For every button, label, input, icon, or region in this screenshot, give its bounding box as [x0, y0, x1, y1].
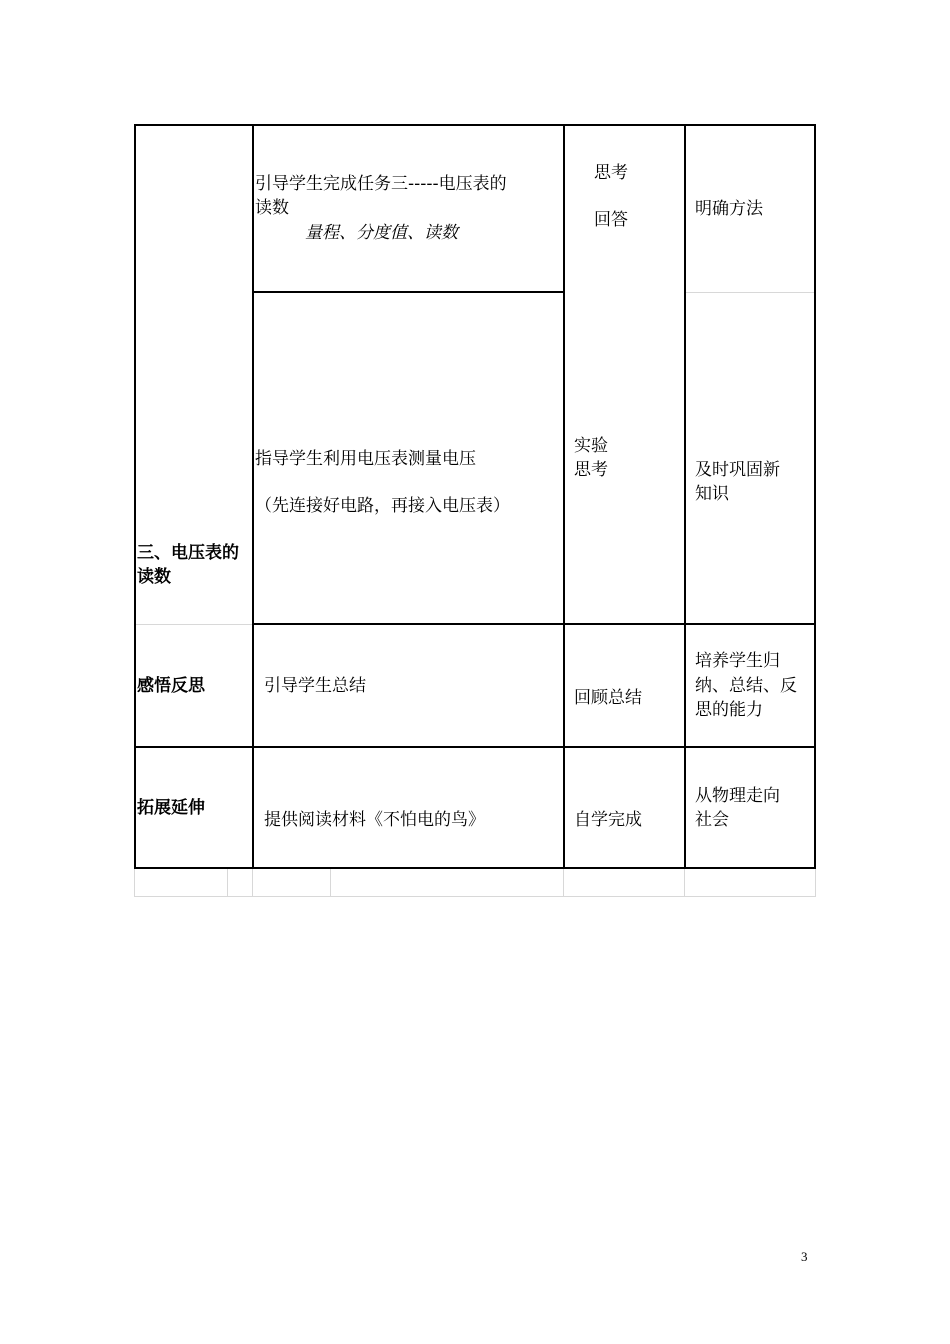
section-title: 读数	[137, 567, 171, 587]
table-border-left	[134, 124, 136, 869]
design-intent-text: 思的能力	[695, 700, 763, 720]
empty-row-bottom-line	[134, 896, 816, 897]
empty-row-divider-a	[227, 869, 228, 897]
empty-row-right	[815, 869, 816, 897]
table-border-right	[814, 124, 816, 869]
empty-row-divider-d	[563, 869, 564, 897]
teacher-activity-subtext: 量程、分度值、读数	[305, 223, 458, 243]
row-divider-3	[134, 746, 816, 748]
design-intent-text: 社会	[695, 810, 729, 830]
student-activity-text: 回顾总结	[574, 688, 642, 708]
design-intent-text: 及时巩固新	[695, 460, 780, 480]
design-intent-text: 明确方法	[695, 199, 763, 219]
section-title: 感悟反思	[137, 676, 205, 696]
student-activity-text: 思考	[574, 460, 608, 480]
empty-row-divider-c	[330, 869, 331, 897]
empty-row-divider-b	[252, 869, 253, 897]
design-intent-text: 知识	[695, 484, 729, 504]
student-activity-text: 思考	[594, 163, 628, 183]
row-divider-faint-section-2	[136, 624, 252, 625]
column-divider-1	[252, 124, 254, 869]
student-activity-text: 回答	[594, 210, 628, 230]
student-activity-text: 实验	[574, 436, 608, 456]
design-intent-text: 从物理走向	[695, 786, 780, 806]
teacher-activity-text: 引导学生完成任务三-----电压表的	[255, 174, 507, 194]
student-activity-text: 自学完成	[574, 810, 642, 830]
teacher-activity-text: 指导学生利用电压表测量电压	[255, 449, 476, 469]
row-divider-faint-intent-1	[686, 292, 814, 293]
teacher-activity-text: 提供阅读材料《不怕电的鸟》	[264, 810, 485, 830]
empty-row-left	[134, 869, 135, 897]
table-border-top	[134, 124, 816, 126]
table-border-bottom	[134, 867, 816, 869]
empty-row-divider-e	[684, 869, 685, 897]
teacher-activity-text: （先连接好电路，再接入电压表）	[255, 496, 510, 516]
column-divider-3	[684, 124, 686, 869]
section-title: 三、电压表的	[137, 543, 239, 563]
row-divider-teacher-1	[252, 291, 565, 293]
design-intent-text: 纳、总结、反	[695, 676, 797, 696]
section-title: 拓展延伸	[137, 798, 205, 818]
page-number: 3	[801, 1249, 808, 1264]
teacher-activity-text: 读数	[255, 198, 289, 218]
teacher-activity-text: 引导学生总结	[264, 676, 366, 696]
design-intent-text: 培养学生归	[695, 651, 780, 671]
row-divider-2	[252, 623, 816, 625]
column-divider-2	[563, 124, 565, 869]
